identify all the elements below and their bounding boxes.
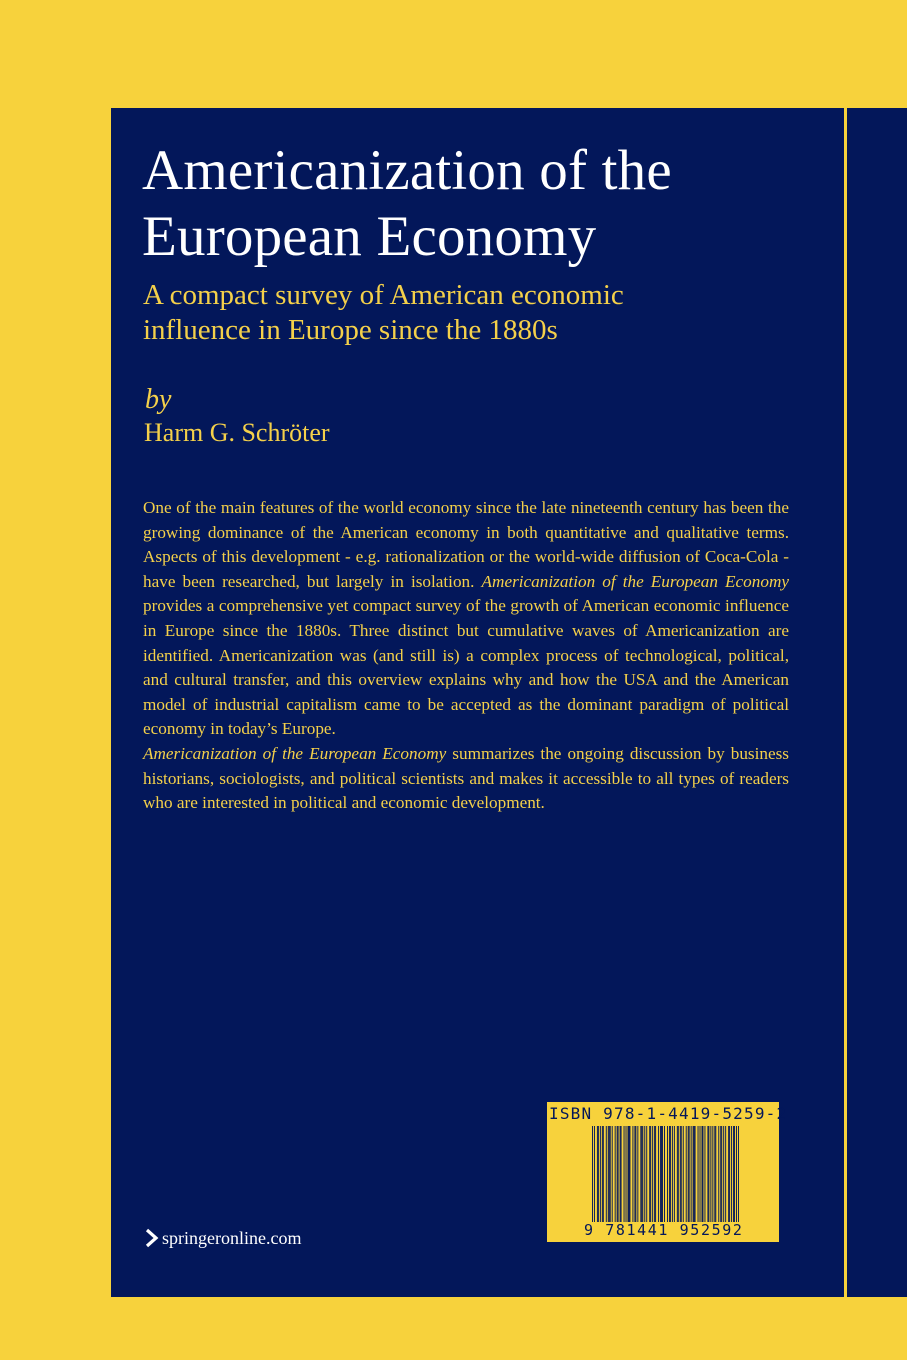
barcode-stripe — [714, 1126, 715, 1222]
description-text: summarizes the ongoing discussion by business historians, sociologists, and political scientists and makes it accessible to all types of readers who are interested in political and economic development. — [143, 743, 789, 813]
book-subtitle-line2: influence in Europe since the 1880s — [143, 314, 558, 346]
barcode-stripe — [677, 1126, 678, 1222]
barcode-stripe — [632, 1126, 633, 1222]
barcode-icon — [592, 1126, 740, 1222]
barcode-stripe — [729, 1126, 730, 1222]
barcode-stripe — [637, 1126, 638, 1222]
barcode-stripe — [629, 1126, 630, 1222]
book-subtitle — [143, 278, 783, 348]
barcode-stripe — [624, 1126, 625, 1222]
barcode-stripe — [598, 1126, 599, 1222]
barcode-stripe — [710, 1126, 711, 1222]
barcode-stripe — [736, 1126, 737, 1222]
book-description — [143, 496, 789, 816]
barcode-stripe — [662, 1126, 663, 1222]
description-book-title: Americanization of the European Economy — [481, 571, 789, 591]
barcode-stripe — [642, 1126, 643, 1222]
barcode-stripe — [704, 1126, 705, 1222]
barcode-stripe — [628, 1126, 629, 1222]
barcode-stripe — [592, 1126, 593, 1222]
barcode-stripe — [620, 1126, 621, 1222]
barcode-stripe — [691, 1126, 692, 1222]
barcode-stripe — [715, 1126, 716, 1222]
barcode-stripe — [655, 1126, 656, 1222]
barcode-stripe — [621, 1126, 622, 1222]
barcode-stripe — [686, 1126, 687, 1222]
barcode-stripe — [680, 1126, 681, 1222]
description-paragraph-1 — [143, 496, 789, 742]
barcode-stripe — [658, 1126, 659, 1222]
barcode-stripe — [681, 1126, 682, 1222]
barcode-stripe — [712, 1126, 713, 1222]
barcode-stripe — [694, 1126, 695, 1222]
barcode-digits: 9 781441 952592 — [584, 1221, 744, 1239]
book-title-line2: European Economy — [142, 205, 597, 268]
barcode-stripe — [634, 1126, 635, 1222]
isbn-label: ISBN 978-1-4419-5259-2 — [549, 1104, 788, 1123]
barcode-stripe — [733, 1126, 734, 1222]
barcode-stripe — [594, 1126, 595, 1222]
barcode-stripe — [615, 1126, 616, 1222]
barcode-stripe — [650, 1126, 651, 1222]
chevron-right-icon — [145, 1228, 159, 1248]
barcode-stripe — [600, 1126, 601, 1222]
barcode-stripe — [649, 1126, 650, 1222]
barcode-stripe — [640, 1126, 641, 1222]
barcode-stripe — [720, 1126, 721, 1222]
barcode-stripe — [606, 1126, 607, 1222]
book-title-line1: Americanization of the — [142, 139, 672, 202]
barcode-stripe — [646, 1126, 647, 1222]
barcode-stripe — [674, 1126, 675, 1222]
book-subtitle-line1: A compact survey of American economic — [143, 279, 624, 311]
barcode-stripe — [698, 1126, 699, 1222]
barcode-stripe — [654, 1126, 655, 1222]
barcode-stripe — [718, 1126, 719, 1222]
website-url: springeronline.com — [162, 1228, 302, 1248]
barcode-stripe — [707, 1126, 708, 1222]
barcode-stripe — [689, 1126, 690, 1222]
barcode-stripe — [609, 1126, 610, 1222]
barcode-stripe — [672, 1126, 673, 1222]
description-paragraph-2 — [143, 742, 789, 816]
barcode-stripe — [731, 1126, 732, 1222]
barcode-stripe — [602, 1126, 603, 1222]
barcode-stripe — [618, 1126, 619, 1222]
barcode-stripe — [644, 1126, 645, 1222]
barcode-stripe — [612, 1126, 613, 1222]
barcode-stripe — [734, 1126, 735, 1222]
description-book-title: Americanization of the European Economy — [143, 743, 447, 763]
barcode-stripe — [708, 1126, 709, 1222]
barcode-stripe — [725, 1126, 726, 1222]
barcode-stripe — [702, 1126, 703, 1222]
author-name: Harm G. Schröter — [144, 418, 330, 447]
barcode-stripe — [608, 1126, 609, 1222]
barcode-stripe — [661, 1126, 662, 1222]
barcode-stripe — [626, 1126, 627, 1222]
barcode-stripe — [617, 1126, 618, 1222]
description-text: provides a comprehensive yet compact survey of the growth of American economic influence in Europe since the 1880s. Three distinct but cumulative waves of Americanization are identified. Americanization was (and still is) a complex process of technological, political, and cultural transfer, and this overview explains why and how the USA and the American model of industrial capitalism came to be accepted as the dominant paradigm of political economy in today’s Europe. — [143, 596, 789, 739]
barcode-stripe — [721, 1126, 722, 1222]
barcode-stripe — [629, 1126, 630, 1222]
book-title — [142, 138, 822, 270]
by-label: by — [145, 384, 172, 415]
publisher-website — [145, 1226, 301, 1250]
barcode-stripe — [641, 1126, 642, 1222]
barcode-stripe — [597, 1126, 598, 1222]
barcode-stripe — [610, 1126, 611, 1222]
barcode-stripe — [728, 1126, 729, 1222]
barcode-stripe — [652, 1126, 653, 1222]
barcode-stripe — [700, 1126, 701, 1222]
barcode-stripe — [670, 1126, 671, 1222]
barcode-stripe — [688, 1126, 689, 1222]
barcode-stripe — [695, 1126, 696, 1222]
barcode-stripe — [683, 1126, 684, 1222]
barcode-stripe — [635, 1126, 636, 1222]
barcode-stripe — [603, 1126, 604, 1222]
barcode-stripe — [723, 1126, 724, 1222]
barcode-stripe — [738, 1126, 739, 1222]
barcode-stripe — [660, 1126, 661, 1222]
barcode-stripe — [664, 1126, 665, 1222]
description-text: One of the main features of the world economy since the late nineteenth century has been the growing dominance of the American economy in both quantitative and qualitative terms. Aspects of this development - e.g. rationalization or the world-wide diffusion of Coca-Cola - have been researched, but largely in isolation. — [143, 498, 789, 591]
barcode-stripe — [667, 1126, 668, 1222]
spine-divider — [844, 108, 847, 1297]
barcode-stripe — [678, 1126, 679, 1222]
barcode-stripe — [693, 1126, 694, 1222]
barcode-stripe — [669, 1126, 670, 1222]
barcode-stripe — [703, 1126, 704, 1222]
